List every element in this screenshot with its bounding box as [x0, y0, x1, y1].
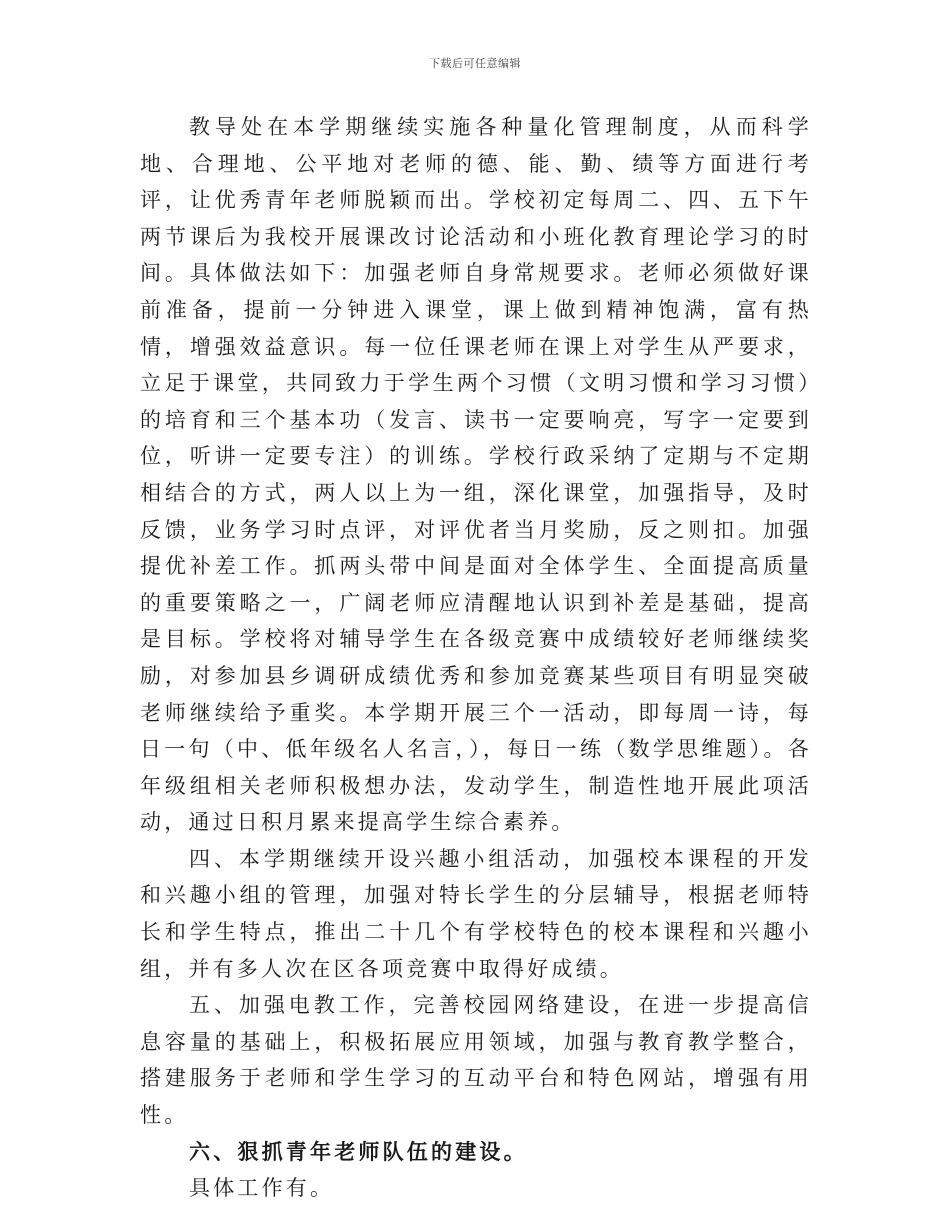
- page-header: 下载后可任意编辑: [429, 57, 521, 70]
- section-heading: 六、狠抓青年老师队伍的建设。: [189, 1138, 528, 1164]
- paragraph-interest-groups: 四、本学期继续开设兴趣小组活动，加强校本课程的开发和兴趣小组的管理，加强对特长学生的分层辅导，根据老师特长和学生特点，推出二十几个有学校特色的校本课程和兴趣小组，并有多人次在区各项竞赛中取得好成绩。: [140, 846, 812, 981]
- document-body: [140, 109, 812, 1207]
- paragraph-e-learning: 五、加强电教工作，完善校园网络建设，在进一步提高信息容量的基础上，积极拓展应用领域，加强与教育教学整合，搭建服务于老师和学生学习的互动平台和特色网站，增强有用性。: [140, 993, 812, 1128]
- closing-line: 具体工作有。: [189, 1176, 335, 1201]
- paragraph-evaluation: 教导处在本学期继续实施各种量化管理制度，从而科学地、合理地、公平地对老师的德、能、勤、绩等方面进行考评，让优秀青年老师脱颖而出。学校初定每周二、四、五下午两节课后为我校开展课改讨论活动和小班化教育理论学习的时间。具体做法如下：加强老师自身常规要求。老师必须做好课前准备，提前一分钟进入课堂，课上做到精神饱满，富有热情，增强效益意识。每一位任课老师在课上对学生从严要求，立足于课堂，共同致力于学生两个习惯（文明习惯和学习习惯）的培育和三个基本功（发言、读书一定要响亮，写字一定要到位，听讲一定要专注）的训练。学校行政采纳了定期与不定期相结合的方式，两人以上为一组，深化课堂，加强指导，及时反馈，业务学习时点评，对评优者当月奖励，反之则扣。加强提优补差工作。抓两头带中间是面对全体学生、全面提高质量的重要策略之一，广阔老师应清醒地认识到补差是基础，提高是目标。学校将对辅导学生在各级竞赛中成绩较好老师继续奖励，对参加县乡调研成绩优秀和参加竞赛某些项目有明显突破老师继续给予重奖。本学期开展三个一活动，即每周一诗，每日一句（中、低年级名人名言，），每日一练（数学思维题）。各年级组相关老师积极想办法，发动学生，制造性地开展此项活动，通过日积月累来提高学生综合素养。: [140, 115, 812, 835]
